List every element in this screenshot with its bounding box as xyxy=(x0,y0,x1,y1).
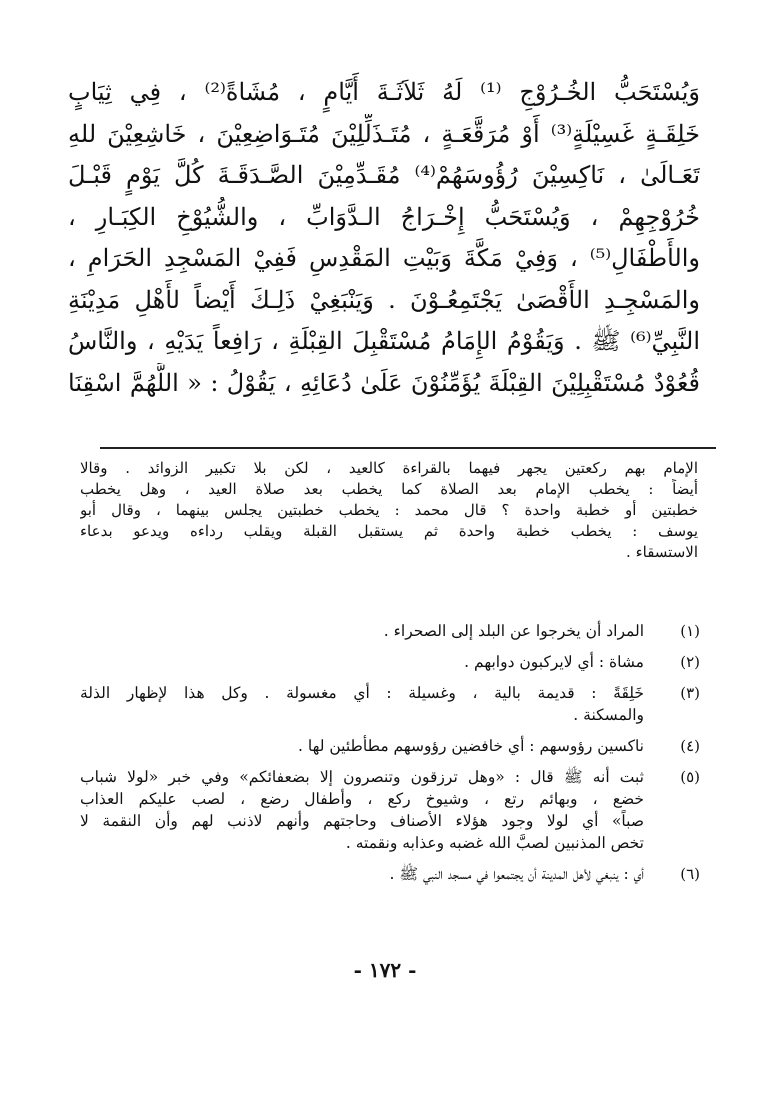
footnote-text xyxy=(80,682,644,726)
footnote-text xyxy=(80,651,644,673)
commentary-line: يوسف : يخطب خطبة واحدة ثم يستقبل القبلة ويقلب رداءه ويدعو بدعاء xyxy=(80,522,698,540)
footnote-text xyxy=(80,735,644,757)
footnote-number: (٤) xyxy=(680,737,700,755)
footnote-separator xyxy=(100,447,716,449)
footnote-4 xyxy=(80,735,700,757)
main-text-line: خَلِقَـةٍ غَسِيْلَةٍ⁽³⁾ أَوْ مُرَقَّعَـةٍ ، مُتَـذَلِّلِيْنَ مُتَـوَاضِعِيْنَ ، خَاشِعِيْنَ للهِ xyxy=(68,119,700,148)
commentary-line: أيضاً : يخطب الإمام بعد الصلاة كما يخطب بعد صلاة العيد ، وهل يخطب xyxy=(80,480,698,498)
commentary-line: خطبتين أو خطبة واحدة ؟ قال محمد : يخطب خطبتين يجلس بينهما ، وقال أبو xyxy=(80,501,698,519)
footnote-number: (١) xyxy=(680,622,700,640)
footnote-number: (٦) xyxy=(680,865,700,883)
footnote-line: أي : ينبغي لأهل المدينة أن يجتمعوا في مسجد النبي ﷺ . xyxy=(389,865,644,883)
main-text-line: وَيُسْتَحَبُّ الخُـرُوْجِ ⁽¹⁾ لَهُ ثَلاَثَـةَ أَيَّامٍ ، مُشَاةً⁽²⁾ ، فِي ثِيَابٍ xyxy=(68,78,700,106)
footnote-line: صباً» أي لولا وجود هؤلاء الأصناف وحاجتهم وأنهم لاذنب لهم وأن النقمة لا xyxy=(80,812,644,830)
main-text-line: والأَطْفَالِ⁽⁵⁾ ، وَفِيْ مَكَّةَ وَبَيْتِ المَقْدِسِ فَفِيْ المَسْجِدِ الحَرَامِ ، xyxy=(68,244,700,272)
footnote-number: (٥) xyxy=(680,768,700,786)
footnote-2 xyxy=(80,651,700,673)
footnote-3 xyxy=(80,682,700,726)
footnote-number: (٢) xyxy=(680,653,700,671)
footnote-line: خضع ، وبهائم رتع ، وشيوخ ركع ، وأطفال رضع ، لصب عليكم العذاب xyxy=(80,790,644,808)
footnote-number: (٣) xyxy=(680,684,700,702)
footnote-line: مشاة : أي لايركبون دوابهم . xyxy=(464,653,644,671)
main-text-line: تَعَـالَىٰ ، نَاكِسِيْنَ رُؤُوسَهُمْ⁽⁴⁾ مُقَـدِّمِيْنَ الصَّـدَقَـةَ كُلَّ يَوْمٍ قَبْـلَ xyxy=(68,161,700,189)
footnote-6 xyxy=(80,863,700,885)
commentary-line: الإمام بهم ركعتين يجهر فيهما بالقراءة كالعيد ، لكن بلا تكبير الزوائد . وقالا xyxy=(80,459,698,477)
footnote-5 xyxy=(80,766,700,854)
main-text-line: والمَسْجِـدِ الأَقْصَىٰ يَجْتَمِعُـوْنَ . وَيَنْبَغِيْ ذَلِـكَ أَيْضاً لأَهْلِ مَدِيْنَةِ xyxy=(68,285,700,314)
footnote-line: ناكسين رؤوسهم : أي خافضين رؤوسهم مطأطئين لها . xyxy=(298,737,644,755)
main-text-line: خُرُوْجِهِمْ ، وَيُسْتَحَبُّ إِخْـرَاجُ الـدَّوَابِّ ، والشُّيُوْخِ الكِبَـارِ ، xyxy=(68,202,700,231)
footnote-text xyxy=(80,766,644,854)
footnote-text xyxy=(80,863,644,885)
main-text-line: قُعُوْدٌ مُسْتَقْبِلِيْنَ القِبْلَةَ يُؤَمِّنُوْنَ عَلَىٰ دُعَائِهِ ، يَقُوْلُ : « اللَّهُمَّ اسْقِنَا xyxy=(68,368,700,397)
footnote-line: خَلِقَةً : قديمة بالية ، وغسيلة : أي مغسولة . وكل هذا لإظهار الذلة xyxy=(80,684,644,702)
commentary-block xyxy=(80,458,698,563)
footnote-line: ثبت أنه ﷺ قال : «وهل ترزقون وتنصرون إلا بضعفائكم» وفي خبر «لولا شباب xyxy=(80,768,644,786)
footnote-line: تخص المذنبين لصبَّ الله غضبه وعذابه ونقمته . xyxy=(345,834,644,852)
page-number: - ١٧٢ - xyxy=(353,958,417,982)
commentary-line: الاستسقاء . xyxy=(626,543,698,561)
footnotes-list xyxy=(80,620,700,894)
footnote-1 xyxy=(80,620,700,642)
main-text-line: النَّبِيِّ⁽⁶⁾ ﷺ . وَيَقُوْمُ الإِمَامُ مُسْتَقْبِلَ القِبْلَةِ ، رَافِعاً يَدَيْهِ ، والنَّاسُ xyxy=(68,327,700,355)
main-text-block xyxy=(68,72,700,404)
footnote-line: المراد أن يخرجوا عن البلد إلى الصحراء . xyxy=(383,622,644,640)
footnote-text xyxy=(80,620,644,642)
footnote-line: والمسكنة . xyxy=(573,706,644,724)
